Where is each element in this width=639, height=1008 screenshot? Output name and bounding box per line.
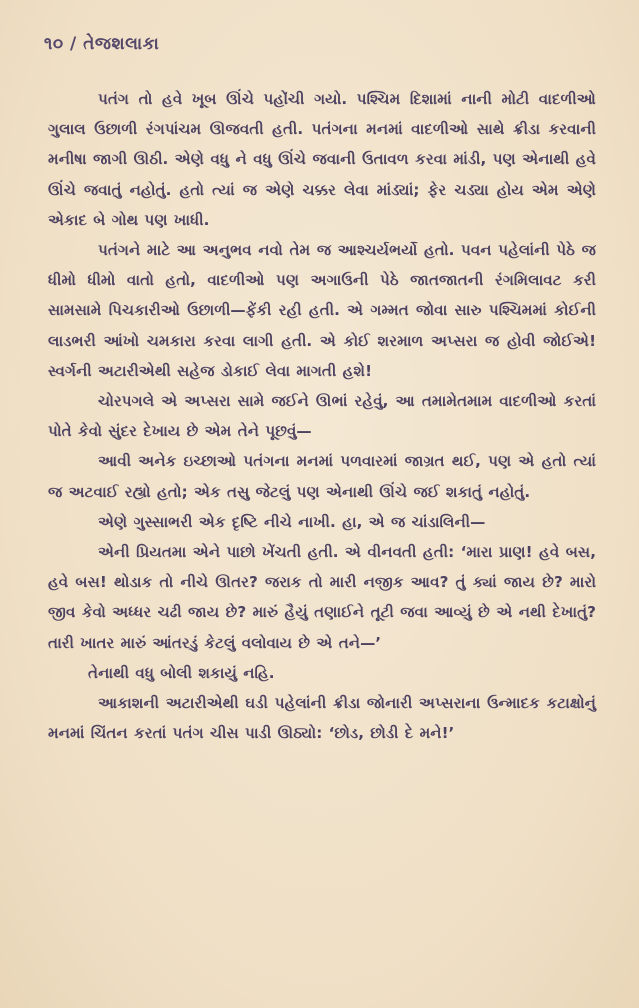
page-header [44, 34, 159, 54]
paragraph: આકાશની અટારીએથી ઘડી પહેલાંની ક્રીડા જોનારી અપ્સરાના ઉન્માદક કટાક્ષોનું મનમાં ચિંતન કરતાં પતંગ ચીસ પાડી ઊઠ્યો: ‘છોડ, છોડી દે મને!’ [48, 694, 596, 743]
paragraph: પતંગ તો હવે ખૂબ ઊંચે પહોંચી ગયો. પશ્ચિમ દિશામાં નાની મોટી વાદળીઓ ગુલાલ ઉછાળી રંગપાંચમ ઊજવતી હતી. પતંગના મનમાં વાદળીઓ સાથે ક્રીડા કરવાની મનીષા જાગી ઊઠી. એણે વધુ ને વધુ ઊંચે જવાની ઉતાવળ કરવા માંડી, પણ એનાથી હવે ઊંચે જવાતું નહોતું. હતો ત્યાં જ એણે ચક્કર લેવા માંડ્યાં; ફેર ચડ્યા હોય એમ એણે એકાદ બે ગોથ પણ ખાધી. [48, 90, 596, 229]
paragraph: એણે ગુસ્સાભરી એક દૃષ્ટિ નીચે નાખી. હા, એ જ ચાંડાલિની— [98, 512, 486, 531]
header-separator: / [70, 34, 77, 54]
paragraph: એની પ્રિયતમા એને પાછો ખેંચતી હતી. એ વીનવતી હતી: ‘મારા પ્રાણ! હવે બસ, હવે બસ! થોડાક તો નીચે ઊતર? જરાક તો મારી નજીક આવ? તું ક્યાં જાય છે? મારો જીવ કેવો અધ્ધર ચઢી જાય છે? મારું હૈયું તણાઈને તૂટી જવા આવ્યું છે એ નથી દેખાતું? તારી ખાતર મારું આંતરડું કેટલું વલોવાય છે એ તને—’ [48, 543, 596, 652]
paragraph: પતંગને માટે આ અનુભવ નવો તેમ જ આશ્ચર્યભર્યો હતો. પવન પહેલાંની પેઠે જ ધીમો ધીમો વાતો હતો, વાદળીઓ પણ અગાઉની પેઠે જાતજાતની રંગમિલાવટ કરી સામસામે પિચકારીઓ ઉછાળી—ફેંકી રહી હતી. એ ગમ્મત જોવા સારુ પશ્ચિમમાં કોઈની લાડભરી આંખો ચમકારા કરવા લાગી હતી. એ કોઈ શરમાળ અપ્સરા જ હોવી જોઈએ! સ્વર્ગની અટારીએથી સહેજ ડોકાઈ લેવા માગતી હશે! [48, 241, 596, 380]
paragraph: આવી અનેક ઇચ્છાઓ પતંગના મનમાં પળવારમાં જાગ્રત થઈ, પણ એ હતો ત્યાં જ અટવાઈ રહ્યો હતો; એક તસુ જેટલું પણ એનાથી ઊંચે જઈ શકાતું નહોતું. [48, 452, 596, 501]
page-number: ૧૦ [44, 34, 64, 54]
paragraph: તેનાથી વધુ બોલી શકાયું નહિ. [88, 663, 275, 682]
book-title: તેજશલાકા [83, 34, 160, 54]
page-body [48, 84, 596, 748]
paragraph: ચોરપગલે એ અપ્સરા સામે જઈને ઊભાં રહેવું, આ તમામેતમામ વાદળીઓ કરતાં પોતે કેવો સુંદર દેખાય છે એમ તેને પૂછવું— [48, 392, 596, 441]
